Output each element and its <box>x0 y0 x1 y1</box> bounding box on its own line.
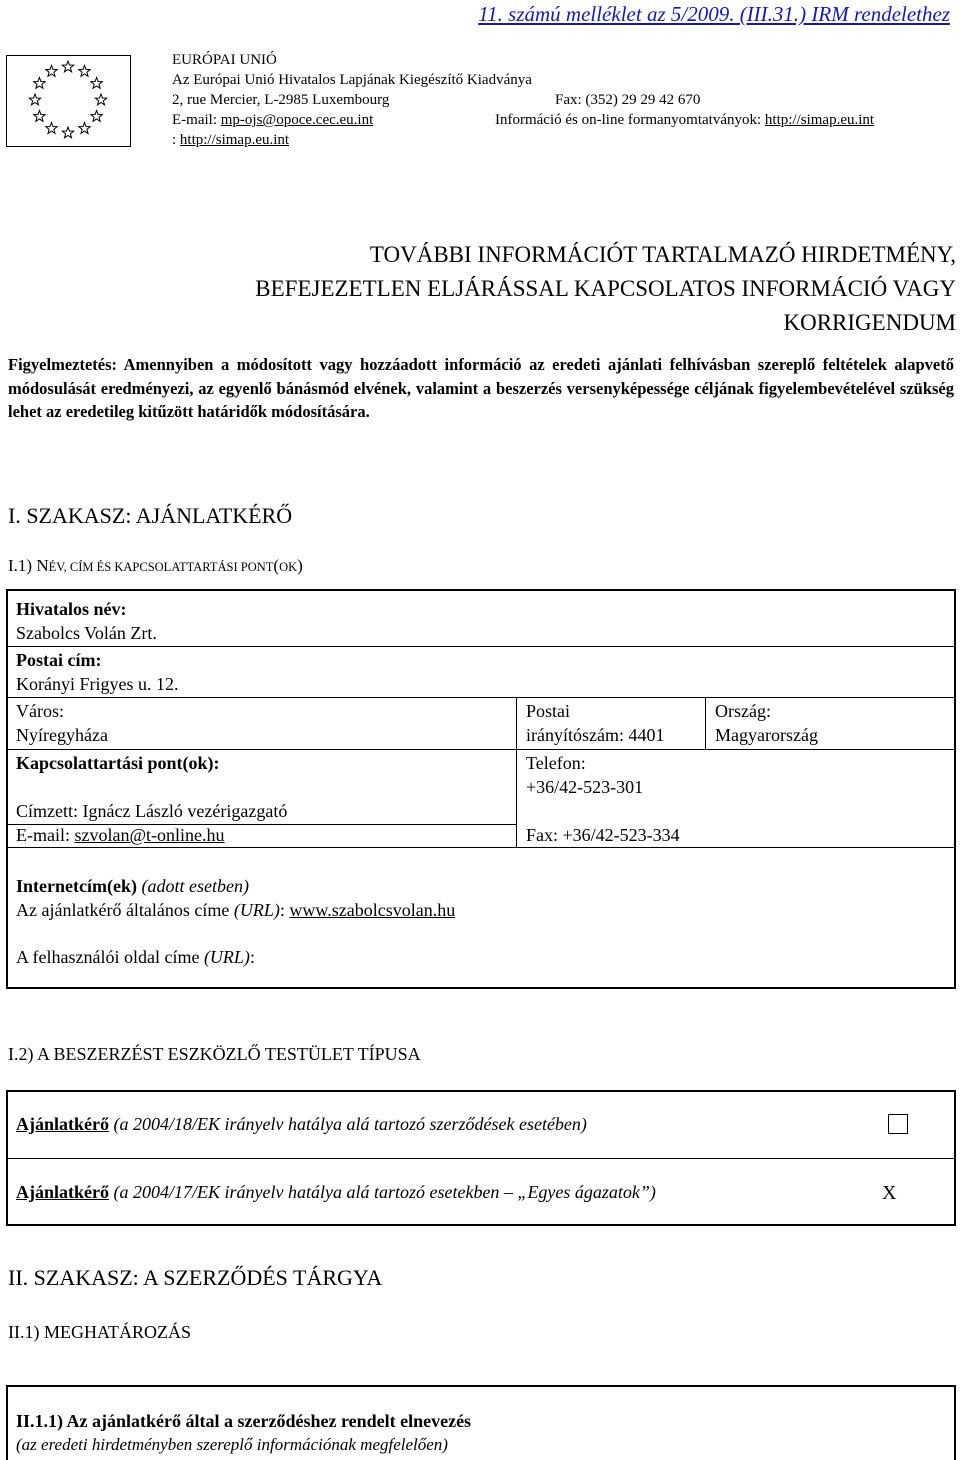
header-email-link[interactable]: mp-ojs@opoce.cec.eu.int <box>220 112 374 128</box>
title-line-3: KORRIGENDUM <box>783 310 956 335</box>
type-1-label: Ajánlatkérő <box>16 1114 109 1134</box>
type-1-note: (a 2004/18/EK irányelv hatálya alá tartozó szerződések esetében) <box>109 1114 587 1134</box>
sub1-paren-open: ( <box>273 556 280 575</box>
header-info-line <box>495 112 874 129</box>
internet-line <box>16 874 249 898</box>
buyer-profile-label: A felhasználói oldal címe <box>16 947 204 967</box>
section-1-1-title <box>8 556 303 576</box>
divider <box>516 697 517 848</box>
notice-title <box>0 238 960 340</box>
addressee: Címzett: Ignácz László vezérigazgató <box>16 801 288 821</box>
contact-details-box <box>6 589 956 989</box>
general-address-label: Az ajánlatkérő általános címe <box>16 900 234 920</box>
general-address-colon: : <box>279 900 290 920</box>
authority-type-row-1 <box>16 1114 587 1135</box>
eu-star-icon <box>62 61 73 72</box>
sub1-n: N <box>36 556 49 575</box>
divider <box>8 749 954 750</box>
eu-star-icon <box>46 123 57 134</box>
header-extra-prefix: : <box>172 132 180 148</box>
general-address-line <box>16 898 455 922</box>
buyer-profile-colon: : <box>249 947 255 967</box>
authority-type-table <box>6 1090 956 1226</box>
eu-star-icon <box>62 127 73 138</box>
header-email-line <box>172 112 373 129</box>
annex-heading: 11. számú melléklet az 5/2009. (III.31.) IRM rendelethez <box>478 2 950 26</box>
eu-star-icon <box>95 94 106 105</box>
sub1-rest: ÉV, CÍM ÉS KAPCSOLATTARTÁSI PONT <box>48 560 274 574</box>
title-line-2: BEFEJEZETLEN ELJÁRÁSSAL KAPCSOLATOS INFORMÁCIÓ VAGY <box>255 276 956 301</box>
type-2-note: (a 2004/17/EK irányelv hatálya alá tartozó esetekben – „Egyes ágazatok”) <box>109 1182 656 1202</box>
header-email-label: E-mail: <box>172 112 221 128</box>
internet-label: Internetcím(ek) <box>16 876 137 896</box>
section-1-title: I. SZAKASZ: AJÁNLATKÉRŐ <box>8 503 293 528</box>
eu-star-icon <box>34 78 45 89</box>
type-1-checkbox[interactable] <box>888 1114 908 1134</box>
eu-star-icon <box>46 65 57 76</box>
eu-logo <box>6 55 131 147</box>
phone-label: Telefon: <box>526 753 586 773</box>
warning-text: Figyelmeztetés: Amennyiben a módosított vagy hozzáadott információ az eredeti ajánlati felhívásban szereplő feltételek alapvető módosulását eredményezi, az egyenlő bánásmód elvének, valamint a beszerzés versenyképessége céljának figyelembevételével szükség lehet az eredetileg kitűzött határidők módosítására. <box>8 355 954 421</box>
buyer-profile-url-label: (URL) <box>203 947 250 967</box>
header-info-label: Információ és on-line formanyomtatványok: <box>495 112 765 128</box>
eu-stars-icon <box>7 56 130 146</box>
eu-star-icon <box>91 111 102 122</box>
eu-star-icon <box>91 78 102 89</box>
postcode: irányítószám: 4401 <box>526 725 665 745</box>
city-label: Város: <box>16 701 64 721</box>
type-2-label: Ajánlatkérő <box>16 1182 109 1202</box>
divider <box>705 697 706 750</box>
divider <box>8 1158 954 1159</box>
title-line-1: TOVÁBBI INFORMÁCIÓT TARTALMAZÓ HIRDETMÉNY, <box>369 242 956 267</box>
internet-note: (adott esetben) <box>136 876 249 896</box>
eu-star-icon <box>79 65 90 76</box>
eu-star-icon <box>34 111 45 122</box>
divider <box>8 646 954 647</box>
sub1-ok: OK <box>279 560 298 574</box>
sub1-num: I.1) <box>8 556 37 575</box>
eu-star-icon <box>29 94 40 105</box>
buyer-profile-line <box>16 945 255 969</box>
contact-email-link[interactable]: szvolan@t-online.hu <box>74 825 225 845</box>
type-2-mark[interactable]: X <box>882 1182 897 1204</box>
divider <box>8 847 954 848</box>
sub1-paren-close: ) <box>297 556 303 575</box>
authority-type-row-2 <box>16 1182 656 1203</box>
section-2-title: II. SZAKASZ: A SZERZŐDÉS TÁRGYA <box>8 1265 383 1290</box>
contact-email-label: E-mail: <box>16 825 75 845</box>
section-1-2-title: I.2) A BESZERZÉST ESZKÖZLŐ TESTÜLET TÍPUSA <box>8 1044 421 1064</box>
postcode-label: Postai <box>526 701 571 721</box>
header-extra-link[interactable]: http://simap.eu.int <box>179 132 290 148</box>
general-address-link[interactable]: www.szabolcsvolan.hu <box>289 900 456 920</box>
contact-email-line <box>16 823 225 847</box>
general-address-url-label: (URL) <box>233 900 280 920</box>
city: Nyíregyháza <box>16 725 108 745</box>
header-extra-line <box>172 132 289 149</box>
country-label: Ország: <box>715 701 771 721</box>
section-2-1-1-title: II.1.1) Az ajánlatkérő által a szerződéshez rendelt elnevezés <box>16 1411 472 1431</box>
header-info-link[interactable]: http://simap.eu.int <box>764 112 875 128</box>
section-2-1-title: II.1) MEGHATÁROZÁS <box>8 1322 191 1342</box>
divider <box>8 697 954 698</box>
contact-fax: Fax: +36/42-523-334 <box>526 825 680 845</box>
eu-star-icon <box>79 123 90 134</box>
official-name: Szabolcs Volán Zrt. <box>16 623 157 643</box>
header-publisher: Az Európai Unió Hivatalos Lapjának Kiegészítő Kiadványa <box>172 72 532 88</box>
country: Magyarország <box>715 725 818 745</box>
contact-points-label: Kapcsolattartási pont(ok): <box>16 753 220 773</box>
header-address: 2, rue Mercier, L-2985 Luxembourg <box>172 92 390 108</box>
contract-name-box <box>6 1385 956 1460</box>
header-fax: Fax: (352) 29 29 42 670 <box>555 92 701 108</box>
postal-address: Korányi Frigyes u. 12. <box>16 674 179 694</box>
official-name-label: Hivatalos név: <box>16 599 127 619</box>
phone: +36/42-523-301 <box>526 777 644 797</box>
header-eu: EURÓPAI UNIÓ <box>172 52 277 68</box>
section-2-1-1-note: (az eredeti hirdetményben szereplő információnak megfelelően) <box>16 1435 448 1454</box>
postal-address-label: Postai cím: <box>16 650 102 670</box>
